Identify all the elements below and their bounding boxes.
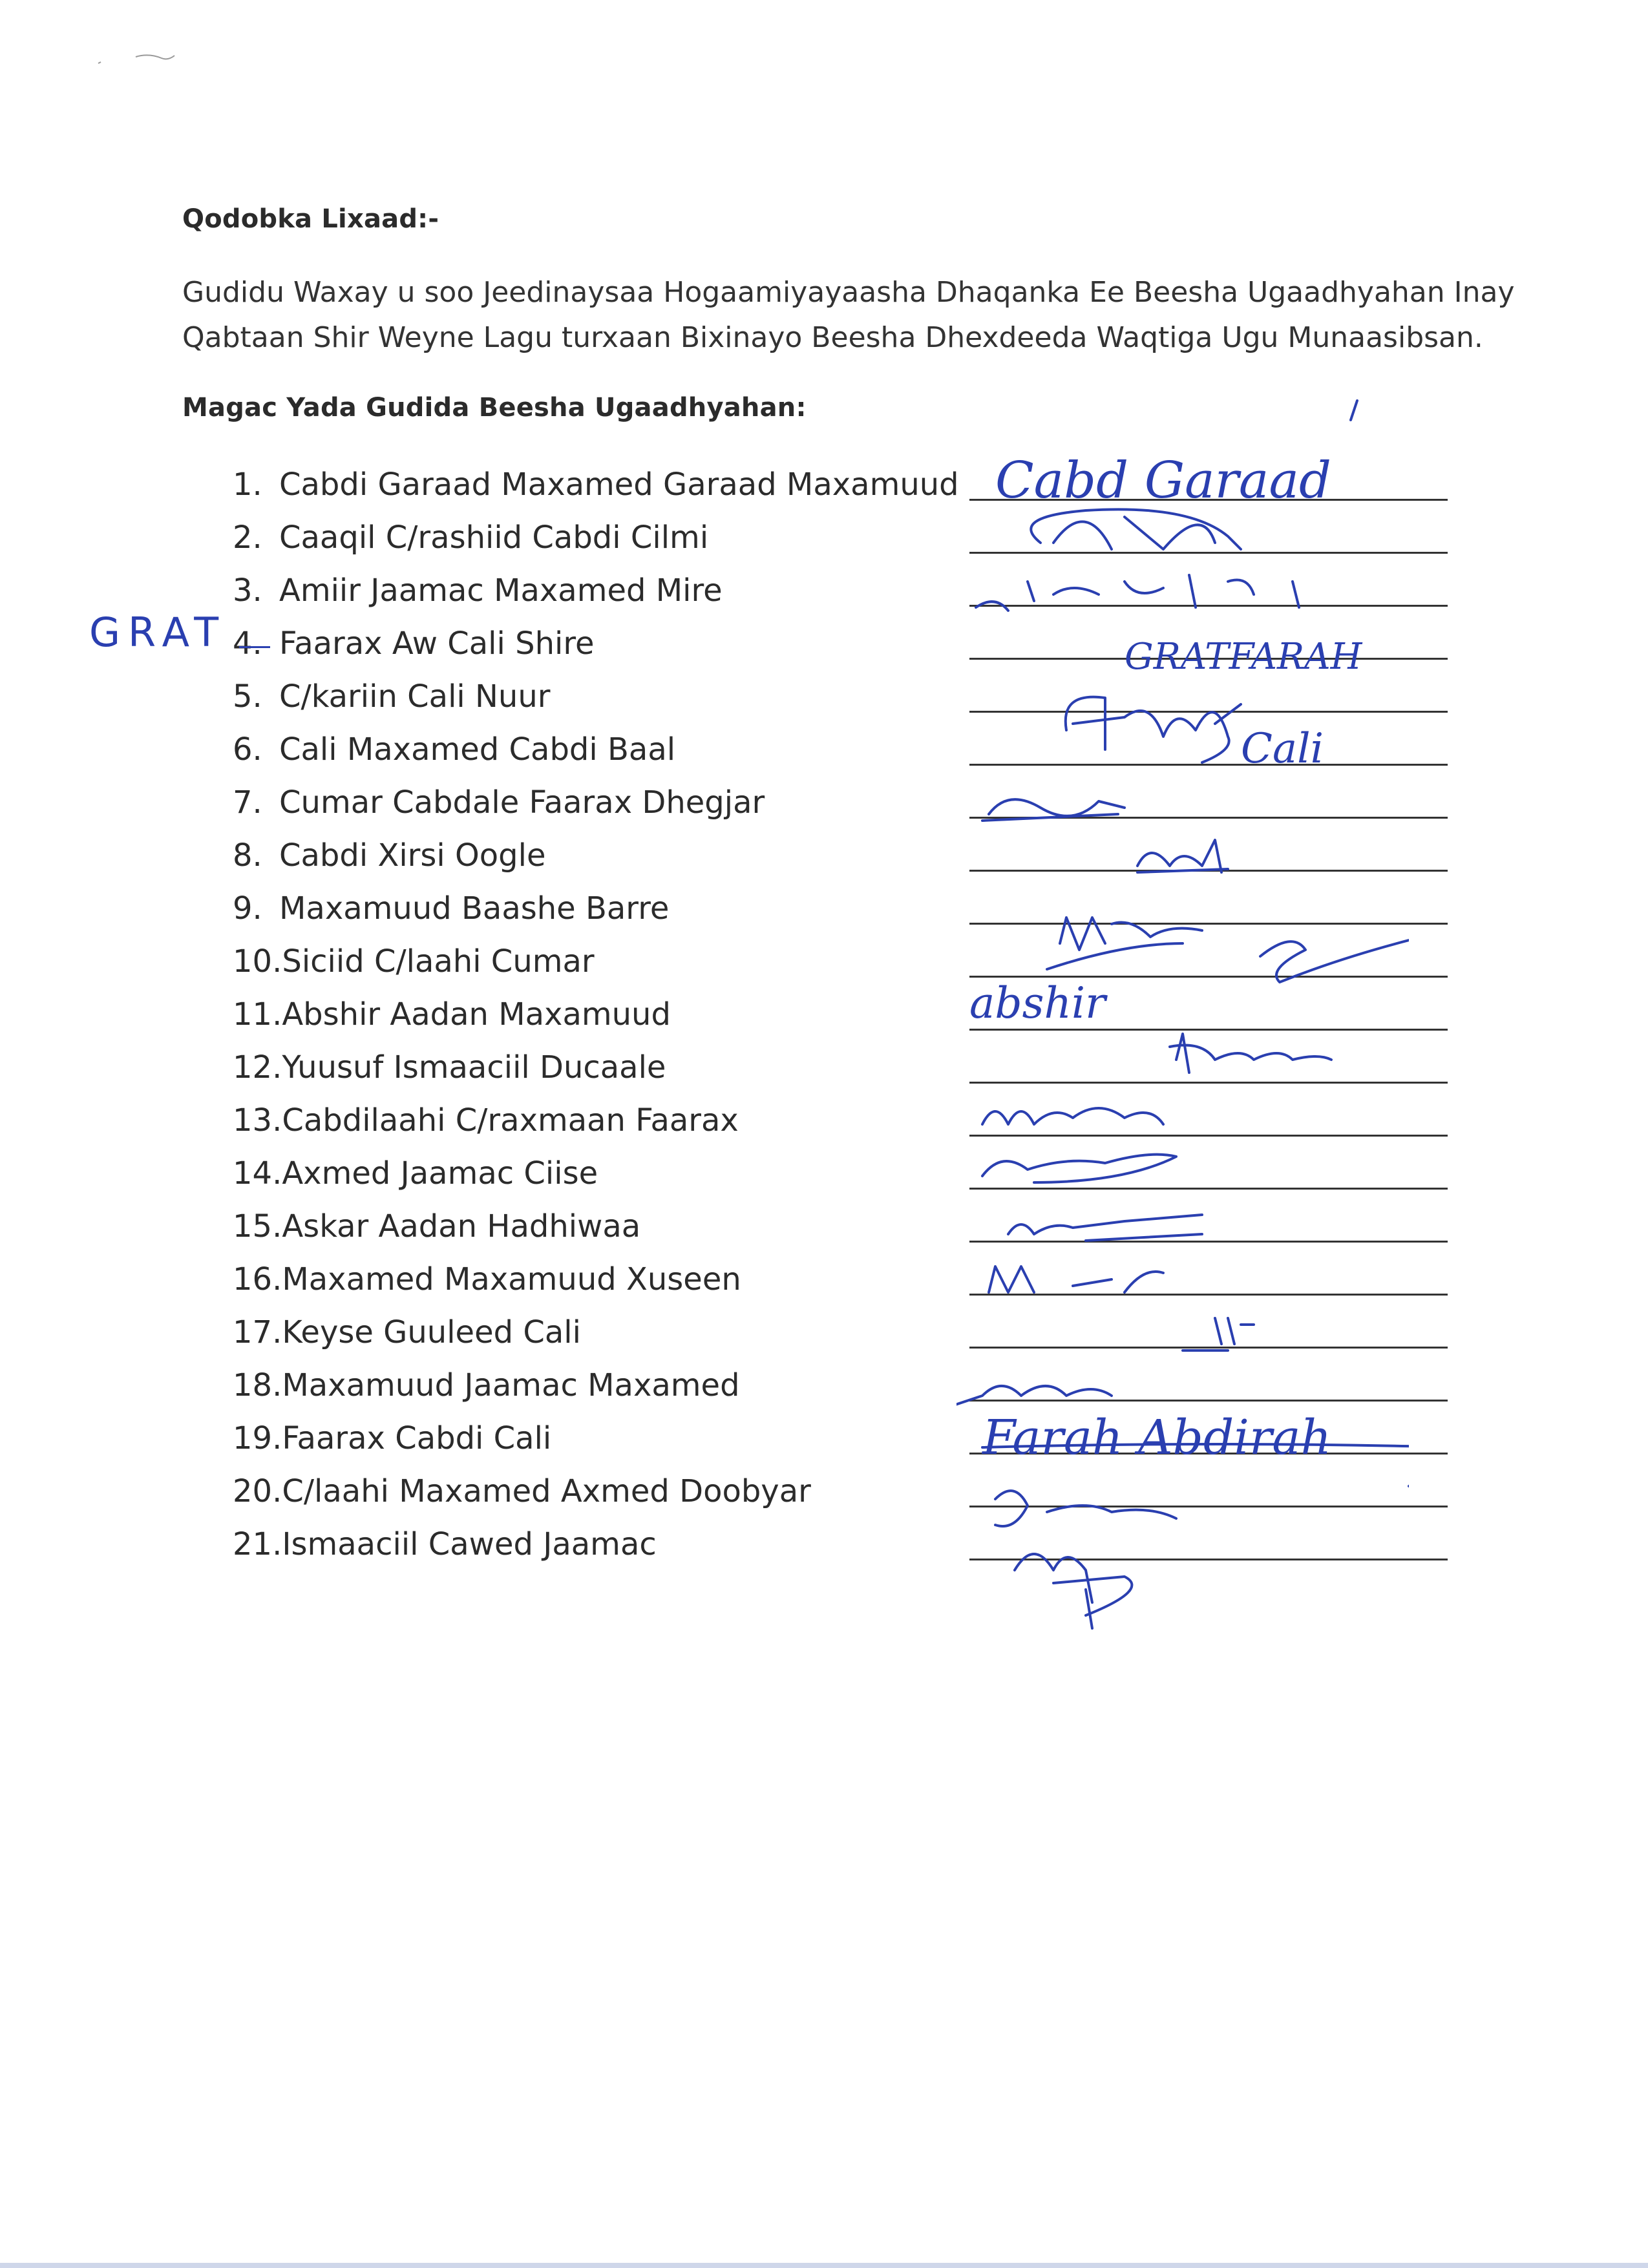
member-row: 1. Cabdi Garaad Maxamed Garaad Maxamuud (233, 465, 1461, 518)
signature-18 (956, 1386, 1112, 1409)
strike-through-mark (239, 646, 270, 648)
signature-1: Cabd Garaad (995, 452, 1331, 510)
member-row: 17.Keyse Guuleed Cali (233, 1313, 1461, 1366)
signature-4: GRATFARAH (1125, 636, 1362, 678)
member-name: Abshir Aadan Maxamuud (282, 996, 671, 1033)
member-name: Cabdilaahi C/raxmaan Faarax (282, 1102, 739, 1139)
signature-8 (1137, 840, 1228, 872)
member-name: Maxamed Maxamuud Xuseen (282, 1261, 741, 1297)
signature-mark (1351, 401, 1357, 420)
signature-9 (1047, 918, 1202, 969)
member-row: 19.Faarax Cabdi Cali (233, 1419, 1461, 1472)
member-row: 5. C/kariin Cali Nuur (233, 677, 1461, 730)
member-row: 15.Askar Aadan Hadhiwaa (233, 1207, 1461, 1260)
section-heading: Qodobka Lixaad:- (182, 204, 439, 234)
member-name: Ismaaciil Cawed Jaamac (282, 1526, 657, 1562)
member-name: Maxamuud Jaamac Maxamed (282, 1367, 740, 1403)
member-name: Faarax Aw Cali Shire (279, 625, 595, 662)
member-name: Axmed Jaamac Ciise (282, 1155, 598, 1192)
member-row: 9. Maxamuud Baashe Barre (233, 889, 1461, 942)
signature-19: Farah Abdirah (982, 1410, 1332, 1465)
paragraph-line-2: Qabtaan Shir Weyne Lagu turxaan Bixinayo Beesha Dhexdeeda Waqtiga Ugu Munaasibsan. (182, 321, 1483, 354)
signature-2 (1031, 509, 1241, 549)
signature-21 (1015, 1554, 1132, 1628)
signature-3 (976, 575, 1299, 611)
signature-11: abshir (969, 978, 1106, 1028)
member-row: 8. Cabdi Xirsi Oogle (233, 836, 1461, 889)
member-row: 7. Cumar Cabdale Faarax Dhegjar (233, 783, 1461, 836)
member-name: Cabdi Garaad Maxamed Garaad Maxamuud (279, 467, 959, 503)
signature-6: Cali (1241, 725, 1324, 773)
signature-5 (1066, 697, 1241, 762)
member-name: Askar Aadan Hadhiwaa (282, 1208, 641, 1244)
signature-15 (1008, 1215, 1202, 1241)
member-name: C/kariin Cali Nuur (279, 678, 551, 715)
signature-12 (1170, 1034, 1331, 1073)
member-row: 6. Cali Maxamed Cabdi Baal (233, 730, 1461, 783)
member-name: Caaqil C/rashiid Cabdi Cilmi (279, 520, 709, 556)
member-name: Keyse Guuleed Cali (282, 1314, 581, 1350)
member-name: Yuusuf Ismaaciil Ducaale (282, 1049, 666, 1086)
margin-handwritten-note: GRAT (89, 609, 227, 656)
member-name: Faarax Cabdi Cali (282, 1420, 552, 1456)
member-name: C/laahi Maxamed Axmed Doobyar (282, 1473, 811, 1509)
signature-7 (982, 799, 1125, 821)
resolution-paragraph (182, 270, 1515, 361)
member-row: 2. Caaqil C/rashiid Cabdi Cilmi (233, 518, 1461, 571)
member-row: 16.Maxamed Maxamuud Xuseen (233, 1260, 1461, 1313)
member-name: Cumar Cabdale Faarax Dhegjar (279, 784, 765, 821)
member-row: 21.Ismaaciil Cawed Jaamac (233, 1525, 1461, 1578)
paragraph-line-1: Gudidu Waxay u soo Jeedinaysaa Hogaamiyayaasha Dhaqanka Ee Beesha Ugaadhyahan Inay (182, 276, 1515, 309)
member-name: Amiir Jaamac Maxamed Mire (279, 572, 723, 609)
member-row: 12.Yuusuf Ismaaciil Ducaale (233, 1048, 1461, 1101)
member-row: 10.Siciid C/laahi Cumar (233, 942, 1461, 995)
scan-mark (97, 47, 213, 72)
signature-14 (982, 1155, 1176, 1182)
scan-edge (0, 2263, 1648, 2268)
signature-20 (995, 1491, 1176, 1526)
member-row: 3. Amiir Jaamac Maxamed Mire (233, 571, 1461, 624)
signature-16 (989, 1266, 1163, 1292)
member-row: 14.Axmed Jaamac Ciise (233, 1154, 1461, 1207)
member-name: Siciid C/laahi Cumar (282, 943, 595, 980)
member-row: 11.Abshir Aadan Maxamuud (233, 995, 1461, 1048)
member-row: 4. Faarax Aw Cali Shire (233, 624, 1461, 677)
members-heading: Magac Yada Gudida Beesha Ugaadhyahan: (182, 393, 807, 423)
member-name: Cabdi Xirsi Oogle (279, 837, 546, 874)
signature-17 (1183, 1318, 1254, 1350)
member-name: Cali Maxamed Cabdi Baal (279, 731, 676, 768)
signatures-layer (956, 388, 1409, 1680)
member-row: 13.Cabdilaahi C/raxmaan Faarax (233, 1101, 1461, 1154)
member-row: 20.C/laahi Maxamed Axmed Doobyar (233, 1472, 1461, 1525)
member-name: Maxamuud Baashe Barre (279, 890, 670, 927)
signature-10 (1260, 937, 1409, 982)
signature-13 (982, 1108, 1163, 1124)
member-row: 18.Maxamuud Jaamac Maxamed (233, 1366, 1461, 1419)
